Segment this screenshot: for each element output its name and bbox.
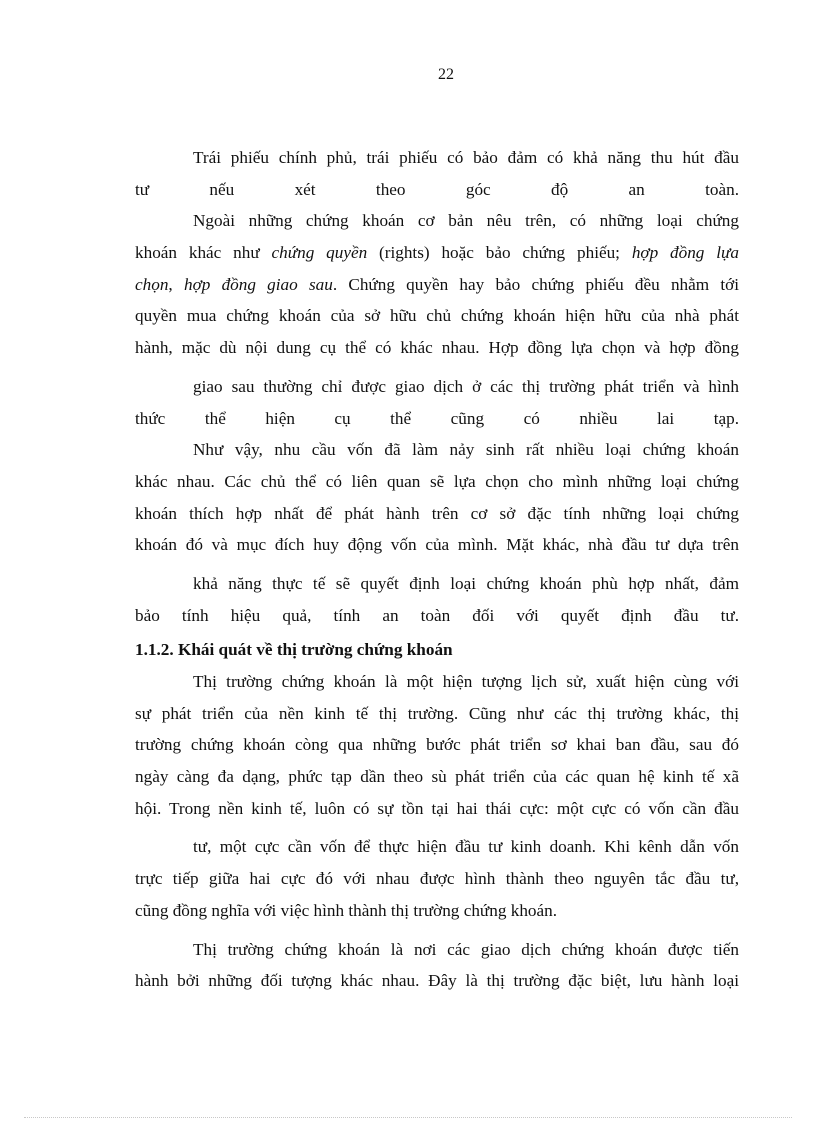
text-line: khả năng thực tế sẽ quyết định loại chứng khoán phù hợp nhất, đảm — [193, 573, 739, 593]
text-line: ngày càng đa dạng, phức tạp dần theo sù phát triển của các quan hệ kinh tế xã — [135, 767, 739, 787]
footer-dotted-rule — [24, 1117, 792, 1118]
text-line: khoán thích hợp nhất để phát hành trên cơ sở đặc tính những loại chứng — [135, 503, 739, 523]
italic-term-chon: chọn — [135, 274, 169, 294]
document-body — [135, 142, 739, 997]
text-line: giao sau thường chỉ được giao dịch ở các thị trường phát triển và hình — [193, 376, 739, 396]
text-line — [135, 269, 739, 301]
text-line: khoán đó và mục đích huy động vốn của mình. Mặt khác, nhà đầu tư dựa trên — [135, 535, 739, 555]
italic-term-chung-quyen: chứng quyền — [271, 243, 368, 263]
italic-term-hop-dong-giao-sau: hợp đồng giao sau — [183, 274, 333, 294]
text-line: quyền mua chứng khoán của sở hữu chủ chứng khoán hiện hữu của nhà phát — [135, 306, 739, 326]
text-line: Thị trường chứng khoán là nơi các giao dịch chứng khoán được tiến — [193, 939, 739, 959]
text-line: trực tiếp giữa hai cực đó với nhau được hình thành theo nguyên tắc đầu tư, — [135, 869, 739, 889]
text-line: sự phát triển của nền kinh tế thị trường. Cũng như các thị trường khác, thị — [135, 703, 739, 723]
text-line: Ngoài những chứng khoán cơ bản nêu trên, có những loại chứng — [193, 211, 739, 231]
text-line: tư nếu xét theo góc độ an toàn. — [135, 179, 739, 199]
section-heading: 1.1.2. Khái quát về thị trường chứng khoán — [135, 640, 453, 660]
text-line: hành bởi những đối tượng khác nhau. Đây là thị trường đặc biệt, lưu hành loại — [135, 971, 739, 991]
text-line: hội. Trong nền kinh tế, luôn có sự tồn tại hai thái cực: một cực có vốn cần đầu — [135, 798, 739, 818]
text-line: Trái phiếu chính phủ, trái phiếu có bảo đảm có khả năng thu hút đầu — [193, 148, 739, 167]
text-line — [135, 237, 739, 269]
text-line: trường chứng khoán còng qua những bước phát triển sơ khai ban đầu, sau đó — [135, 735, 739, 755]
text-run: (rights) hoặc bảo chứng phiếu; — [367, 243, 632, 263]
text-line: Như vậy, nhu cầu vốn đã làm nảy sinh rất nhiều loại chứng khoán — [193, 440, 739, 460]
text-line: khác nhau. Các chủ thể có liên quan sẽ lựa chọn cho mình những loại chứng — [135, 471, 739, 491]
italic-term-hop-dong-lua-chon: hợp đồng lựa — [631, 243, 739, 263]
text-run: . Chứng quyền hay bảo chứng phiếu đều nhằm tới — [332, 274, 740, 294]
text-line: cũng đồng nghĩa với việc hình thành thị trường chứng khoán. — [135, 900, 558, 920]
page-number: 22 — [438, 66, 454, 83]
text-line: tư, một cực cần vốn để thực hiện đầu tư kinh doanh. Khi kênh dẫn vốn — [193, 837, 739, 857]
text-line: bảo tính hiệu quả, tính an toàn đối với quyết định đầu tư. — [135, 605, 739, 625]
text-line: Thị trường chứng khoán là một hiện tượng lịch sử, xuất hiện cùng với — [193, 672, 739, 691]
text-run: , — [168, 274, 184, 294]
text-line: thức thể hiện cụ thể cũng có nhiều lai tạp. — [135, 408, 739, 428]
text-run: khoán khác như — [135, 243, 272, 263]
text-line: hành, mặc dù nội dung cụ thể có khác nhau. Hợp đồng lựa chọn và hợp đồng — [135, 338, 739, 358]
